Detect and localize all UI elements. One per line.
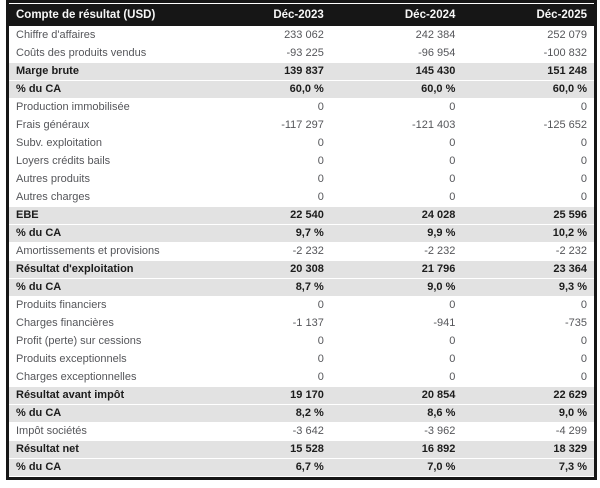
row-value: 19 170 <box>199 387 331 404</box>
row-value: 0 <box>331 333 463 350</box>
row-value: 8,6 % <box>331 405 463 422</box>
table-row <box>9 387 594 404</box>
row-value: 242 384 <box>331 27 463 44</box>
table-row <box>9 153 594 170</box>
row-value: -93 225 <box>199 45 331 62</box>
row-value: 0 <box>199 171 331 188</box>
row-value: 145 430 <box>331 63 463 80</box>
row-value: 0 <box>199 189 331 206</box>
table-row <box>9 27 594 44</box>
row-label: Résultat avant impôt <box>9 387 199 404</box>
row-value: -4 299 <box>462 423 594 440</box>
row-label: Impôt sociétés <box>9 423 199 440</box>
table-row <box>9 315 594 332</box>
row-value: 20 854 <box>331 387 463 404</box>
row-value: 9,9 % <box>331 225 463 242</box>
column-header-dec-2023: Déc-2023 <box>199 4 331 26</box>
table-row <box>9 405 594 422</box>
row-value: 233 062 <box>199 27 331 44</box>
row-value: 151 248 <box>462 63 594 80</box>
row-value: 9,0 % <box>462 405 594 422</box>
row-label: Charges exceptionnelles <box>9 369 199 386</box>
row-value: 0 <box>331 189 463 206</box>
row-label: Amortissements et provisions <box>9 243 199 260</box>
row-value: -2 232 <box>331 243 463 260</box>
row-value: 60,0 % <box>199 81 331 98</box>
row-value: 0 <box>462 135 594 152</box>
row-value: 10,2 % <box>462 225 594 242</box>
table-header <box>9 4 594 26</box>
row-label: % du CA <box>9 279 199 296</box>
table-row <box>9 261 594 278</box>
table-row <box>9 369 594 386</box>
table-row <box>9 81 594 98</box>
row-value: 60,0 % <box>331 81 463 98</box>
row-value: 0 <box>331 351 463 368</box>
row-label: % du CA <box>9 405 199 422</box>
row-value: 0 <box>462 189 594 206</box>
table-row <box>9 117 594 134</box>
row-value: 23 364 <box>462 261 594 278</box>
row-value: -100 832 <box>462 45 594 62</box>
row-value: -1 137 <box>199 315 331 332</box>
table-row <box>9 279 594 296</box>
row-value: 9,0 % <box>331 279 463 296</box>
row-value: -121 403 <box>331 117 463 134</box>
row-label: Profit (perte) sur cessions <box>9 333 199 350</box>
row-value: -117 297 <box>199 117 331 134</box>
row-value: -3 642 <box>199 423 331 440</box>
row-label: Résultat d'exploitation <box>9 261 199 278</box>
table-row <box>9 189 594 206</box>
table-row <box>9 333 594 350</box>
column-header-dec-2025: Déc-2025 <box>462 4 594 26</box>
row-value: 15 528 <box>199 441 331 458</box>
table-row <box>9 225 594 242</box>
row-label: Charges financières <box>9 315 199 332</box>
row-label: Production immobilisée <box>9 99 199 116</box>
row-label: % du CA <box>9 225 199 242</box>
column-header-dec-2024: Déc-2024 <box>331 4 463 26</box>
table-row <box>9 171 594 188</box>
row-value: 24 028 <box>331 207 463 224</box>
row-value: 22 629 <box>462 387 594 404</box>
row-value: -96 954 <box>331 45 463 62</box>
table-row <box>9 207 594 224</box>
row-value: 0 <box>331 153 463 170</box>
row-value: -735 <box>462 315 594 332</box>
row-value: 0 <box>462 333 594 350</box>
table-row <box>9 459 594 476</box>
row-value: 0 <box>462 297 594 314</box>
row-value: 18 329 <box>462 441 594 458</box>
row-label: % du CA <box>9 459 199 476</box>
row-label: Marge brute <box>9 63 199 80</box>
table-row <box>9 441 594 458</box>
table-row <box>9 243 594 260</box>
row-value: 0 <box>199 99 331 116</box>
row-value: 0 <box>462 351 594 368</box>
table-row <box>9 45 594 62</box>
table-row <box>9 423 594 440</box>
table-row <box>9 297 594 314</box>
row-label: Autres produits <box>9 171 199 188</box>
row-value: 16 892 <box>331 441 463 458</box>
row-value: -125 652 <box>462 117 594 134</box>
row-value: 0 <box>331 171 463 188</box>
table-row <box>9 99 594 116</box>
income-statement-table <box>6 0 597 480</box>
row-value: 25 596 <box>462 207 594 224</box>
row-value: -2 232 <box>462 243 594 260</box>
row-value: 7,3 % <box>462 459 594 476</box>
row-value: -2 232 <box>199 243 331 260</box>
row-value: 22 540 <box>199 207 331 224</box>
row-value: 0 <box>331 297 463 314</box>
row-value: 0 <box>199 135 331 152</box>
row-value: 21 796 <box>331 261 463 278</box>
row-value: 0 <box>331 135 463 152</box>
row-label: Résultat net <box>9 441 199 458</box>
row-label: Autres charges <box>9 189 199 206</box>
row-value: 252 079 <box>462 27 594 44</box>
row-value: 0 <box>462 99 594 116</box>
row-value: 0 <box>199 297 331 314</box>
row-value: 0 <box>462 153 594 170</box>
table-row <box>9 63 594 80</box>
row-label: Subv. exploitation <box>9 135 199 152</box>
table-title: Compte de résultat (USD) <box>9 4 199 26</box>
row-value: 0 <box>199 369 331 386</box>
row-value: 139 837 <box>199 63 331 80</box>
row-label: Coûts des produits vendus <box>9 45 199 62</box>
row-value: 0 <box>331 99 463 116</box>
row-value: 0 <box>462 369 594 386</box>
row-value: 0 <box>199 351 331 368</box>
row-value: 0 <box>331 369 463 386</box>
row-label: % du CA <box>9 81 199 98</box>
row-value: 60,0 % <box>462 81 594 98</box>
row-label: Produits financiers <box>9 297 199 314</box>
table-body <box>9 27 594 476</box>
row-label: Produits exceptionnels <box>9 351 199 368</box>
row-value: 0 <box>199 153 331 170</box>
table-row <box>9 135 594 152</box>
row-label: Frais généraux <box>9 117 199 134</box>
row-value: 7,0 % <box>331 459 463 476</box>
row-value: 6,7 % <box>199 459 331 476</box>
row-value: 8,7 % <box>199 279 331 296</box>
row-label: Chiffre d'affaires <box>9 27 199 44</box>
row-value: 9,3 % <box>462 279 594 296</box>
row-value: -3 962 <box>331 423 463 440</box>
row-value: -941 <box>331 315 463 332</box>
row-value: 8,2 % <box>199 405 331 422</box>
row-value: 0 <box>199 333 331 350</box>
row-value: 20 308 <box>199 261 331 278</box>
table-row <box>9 351 594 368</box>
row-label: EBE <box>9 207 199 224</box>
row-value: 9,7 % <box>199 225 331 242</box>
row-value: 0 <box>462 171 594 188</box>
row-label: Loyers crédits bails <box>9 153 199 170</box>
